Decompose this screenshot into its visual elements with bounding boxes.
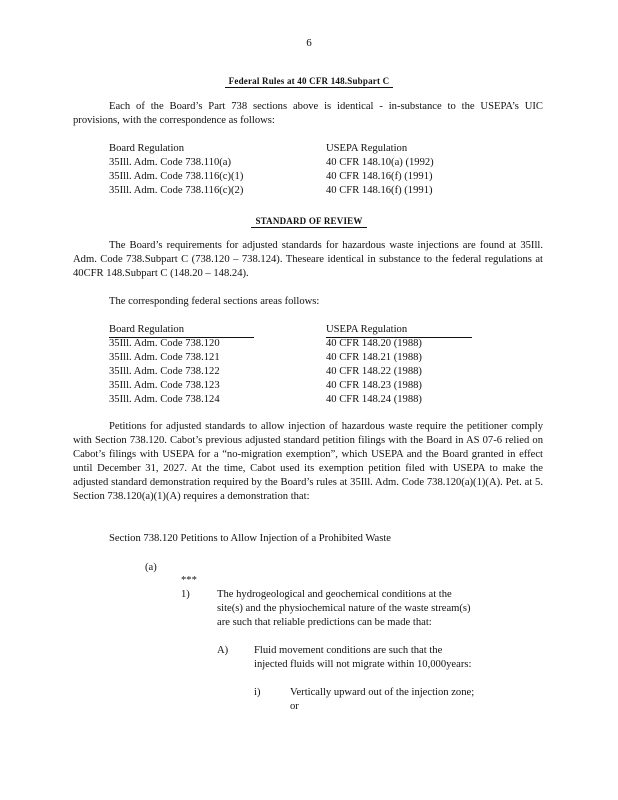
omission-stars: *** xyxy=(181,575,197,586)
table-row: 35Ill. Adm. Code 738.116(c)(2) 40 CFR 148.16(f) (1991) xyxy=(109,185,433,196)
table-row: 35Ill. Adm. Code 738.110(a) 40 CFR 148.10(a) (1992) xyxy=(109,157,434,168)
table-row: 35Ill. Adm. Code 738.123 40 CFR 148.23 (1988) xyxy=(109,380,422,391)
paragraph-board-requirements: The Board’s requirements for adjusted standards for hazardous waste injections are found at 35Ill. Adm. Code 738.Subpart C (738.120 – 738.124). Theseare identical in substance to the federal regulations at 40CFR 148.Subpart C (148.20 – 148.24). xyxy=(73,240,543,279)
table-header-row xyxy=(109,323,529,337)
subsection-a-marker: (a) xyxy=(145,562,157,573)
correspondence-table-1 xyxy=(109,142,529,198)
item-1-marker: 1) xyxy=(181,589,190,600)
usepa-regulation-header: USEPA Regulation xyxy=(326,323,472,338)
quoted-section-title: Section 738.120 Petitions to Allow Injection of a Prohibited Waste xyxy=(109,533,392,544)
paragraph-identical-in-substance: Each of the Board’s Part 738 sections above is identical - in-substance to the USEPA’s UIC provisions, with the correspondence as follows: xyxy=(73,101,543,126)
table-header-row xyxy=(109,142,529,156)
item-1-line: site(s) and the physiochemical nature of the waste stream(s) xyxy=(217,603,471,614)
paragraph-petitions: Petitions for adjusted standards to allow injection of hazardous waste require the petitioner comply with Section 738.120. Cabot’s previous adjusted standard petition filings with the Board in AS 07-6 relied on Cabot’s filings with USEPA for a “no-migration exemption”, which USEPA and the Board granted in effect until December 31, 2027. At the time, Cabot used its exemption petition filed with USEPA to make the adjusted standard demonstration required by the Board’s rules at 35Ill. Adm. Code 738.120(a)(1)(A). Pet. at 5. Section 738.120(a)(1)(A) requires a demonstration that: xyxy=(73,421,543,502)
item-a-line: injected fluids will not migrate within 10,000years: xyxy=(254,659,472,670)
item-1-line: are such that reliable predictions can be made that: xyxy=(217,617,432,628)
item-a-marker: A) xyxy=(217,645,229,656)
paragraph-corresponding-sections: The corresponding federal sections areas follows: xyxy=(109,296,320,307)
section-heading-federal-rules: Federal Rules at 40 CFR 148.Subpart C xyxy=(0,74,618,88)
table-row: 35Ill. Adm. Code 738.124 40 CFR 148.24 (1988) xyxy=(109,394,422,405)
table-row: 35Ill. Adm. Code 738.122 40 CFR 148.22 (1988) xyxy=(109,366,422,377)
section-heading-standard-of-review: STANDARD OF REVIEW xyxy=(0,214,618,228)
board-regulation-header: Board Regulation xyxy=(109,143,185,154)
item-1-line: The hydrogeological and geochemical conditions at the xyxy=(217,589,452,600)
usepa-regulation-header: USEPA Regulation xyxy=(326,143,408,154)
item-i-line: or xyxy=(290,701,299,712)
board-regulation-header: Board Regulation xyxy=(109,323,254,338)
table-row: 35Ill. Adm. Code 738.116(c)(1) 40 CFR 148.16(f) (1991) xyxy=(109,171,433,182)
table-row: 35Ill. Adm. Code 738.120 40 CFR 148.20 (1988) xyxy=(109,338,422,349)
correspondence-table-2 xyxy=(109,323,529,407)
item-i-line: Vertically upward out of the injection zone; xyxy=(290,687,475,698)
table-row: 35Ill. Adm. Code 738.121 40 CFR 148.21 (1988) xyxy=(109,352,422,363)
page-number: 6 xyxy=(306,37,312,49)
item-a-line: Fluid movement conditions are such that the xyxy=(254,645,443,656)
item-i-marker: i) xyxy=(254,687,261,698)
